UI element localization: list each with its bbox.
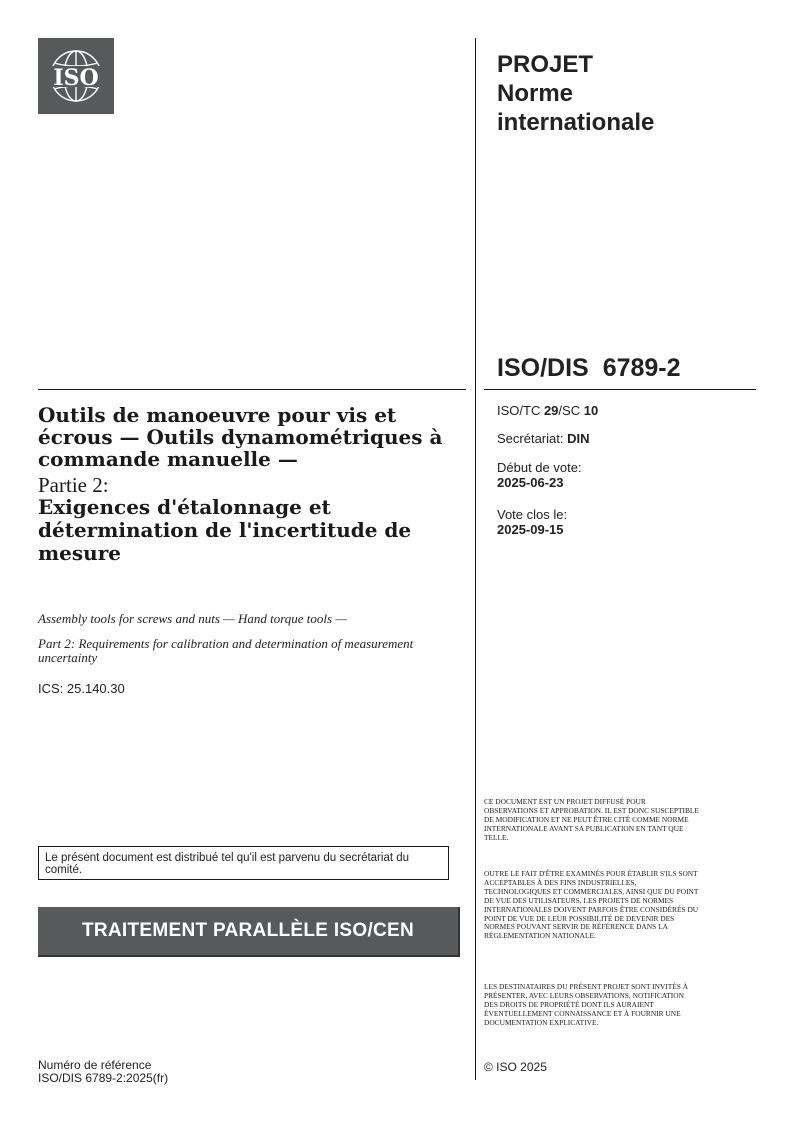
disclaimer-2: OUTRE LE FAIT D'ÊTRE EXAMINÉS POUR ÉTABLIR S'ILS SONT ACCEPTABLES À DES FINS INDUSTRIELLES, TECHNOLOGIQUES ET COMMERCIALES, AINSI QUE DU POINT DE VUE DES UTILISATEURS, LES PROJETS DE NORMES INTERNATIONALES DOIVENT PARFOIS ÊTRE CONSIDÉRÉS DU POINT DE VUE DE LEUR POSSIBILITÉ DE DEVENIR DES NORMES POUVANT SERVIR DE RÉFÉRENCE DANS LA RÉGLEMENTATION NATIONALE. [484, 869, 699, 941]
disclaimer-3: LES DESTINATAIRES DU PRÉSENT PROJET SONT INVITÉS À PRÉSENTER, AVEC LEURS OBSERVATIONS, NOTIFICATION DES DROITS DE PROPRIÉTÉ DONT ILS AURAIENT ÉVENTUELLEMENT CONNAISSANCE ET À FOURNIR UNE DOCUMENTATION EXPLICATIVE. [484, 982, 689, 1027]
code-number: 6789-2 [602, 354, 681, 382]
main-title-fr: Outils de manoeuvre pour vis et écrous — Outils dynamométriques à commande manuelle — [38, 403, 443, 471]
code-prefix: ISO/DIS [497, 354, 589, 382]
svg-text:ISO: ISO [53, 65, 99, 91]
committee-info: ISO/TC 29/SC 10 [497, 403, 599, 418]
standard-code [497, 354, 681, 383]
draft-line: PROJET [497, 51, 594, 78]
part-title-en: Part 2: Requirements for calibration and determination of measurement uncertainty [38, 636, 414, 665]
iso-logo [38, 38, 114, 114]
main-title-en: Assembly tools for screws and nuts — Hand torque tools — [38, 611, 347, 626]
parallel-processing-banner: TRAITEMENT PARALLÈLE ISO/CEN [38, 907, 460, 957]
copyright: © ISO 2025 [484, 1060, 547, 1074]
iso-globe-icon [38, 38, 114, 114]
draft-status-heading [497, 50, 757, 137]
reference-label: Numéro de référence [38, 1058, 152, 1072]
secretariat-info: Secrétariat: DIN [497, 431, 590, 446]
left-rule [38, 389, 466, 390]
column-divider [475, 38, 476, 1080]
draft-line: Norme [497, 80, 574, 107]
vote-start: Début de vote: 2025-06-23 [497, 460, 582, 490]
reference-value: ISO/DIS 6789-2:2025(fr) [38, 1071, 169, 1085]
reference-number [38, 1059, 168, 1085]
part-title-fr: Exigences d'étalonnage et détermination de l'incertitude de mesure [38, 495, 412, 565]
ics-code: ICS: 25.140.30 [38, 681, 125, 696]
part-label-fr: Partie 2: [38, 473, 109, 497]
draft-line: internationale [497, 109, 655, 136]
distribution-notice: Le présent document est distribué tel qu'il est parvenu du secrétariat du comité. [38, 846, 449, 880]
right-rule [484, 389, 756, 390]
disclaimer-1: CE DOCUMENT EST UN PROJET DIFFUSÉ POUR OBSERVATIONS ET APPROBATION. IL EST DONC SUSCEPTIBLE DE MODIFICATION ET NE PEUT ÊTRE CITÉ COMME NORME INTERNATIONALE AVANT SA PUBLICATION EN TANT QUE TELLE. [484, 797, 699, 842]
vote-end: Vote clos le: 2025-09-15 [497, 507, 568, 537]
